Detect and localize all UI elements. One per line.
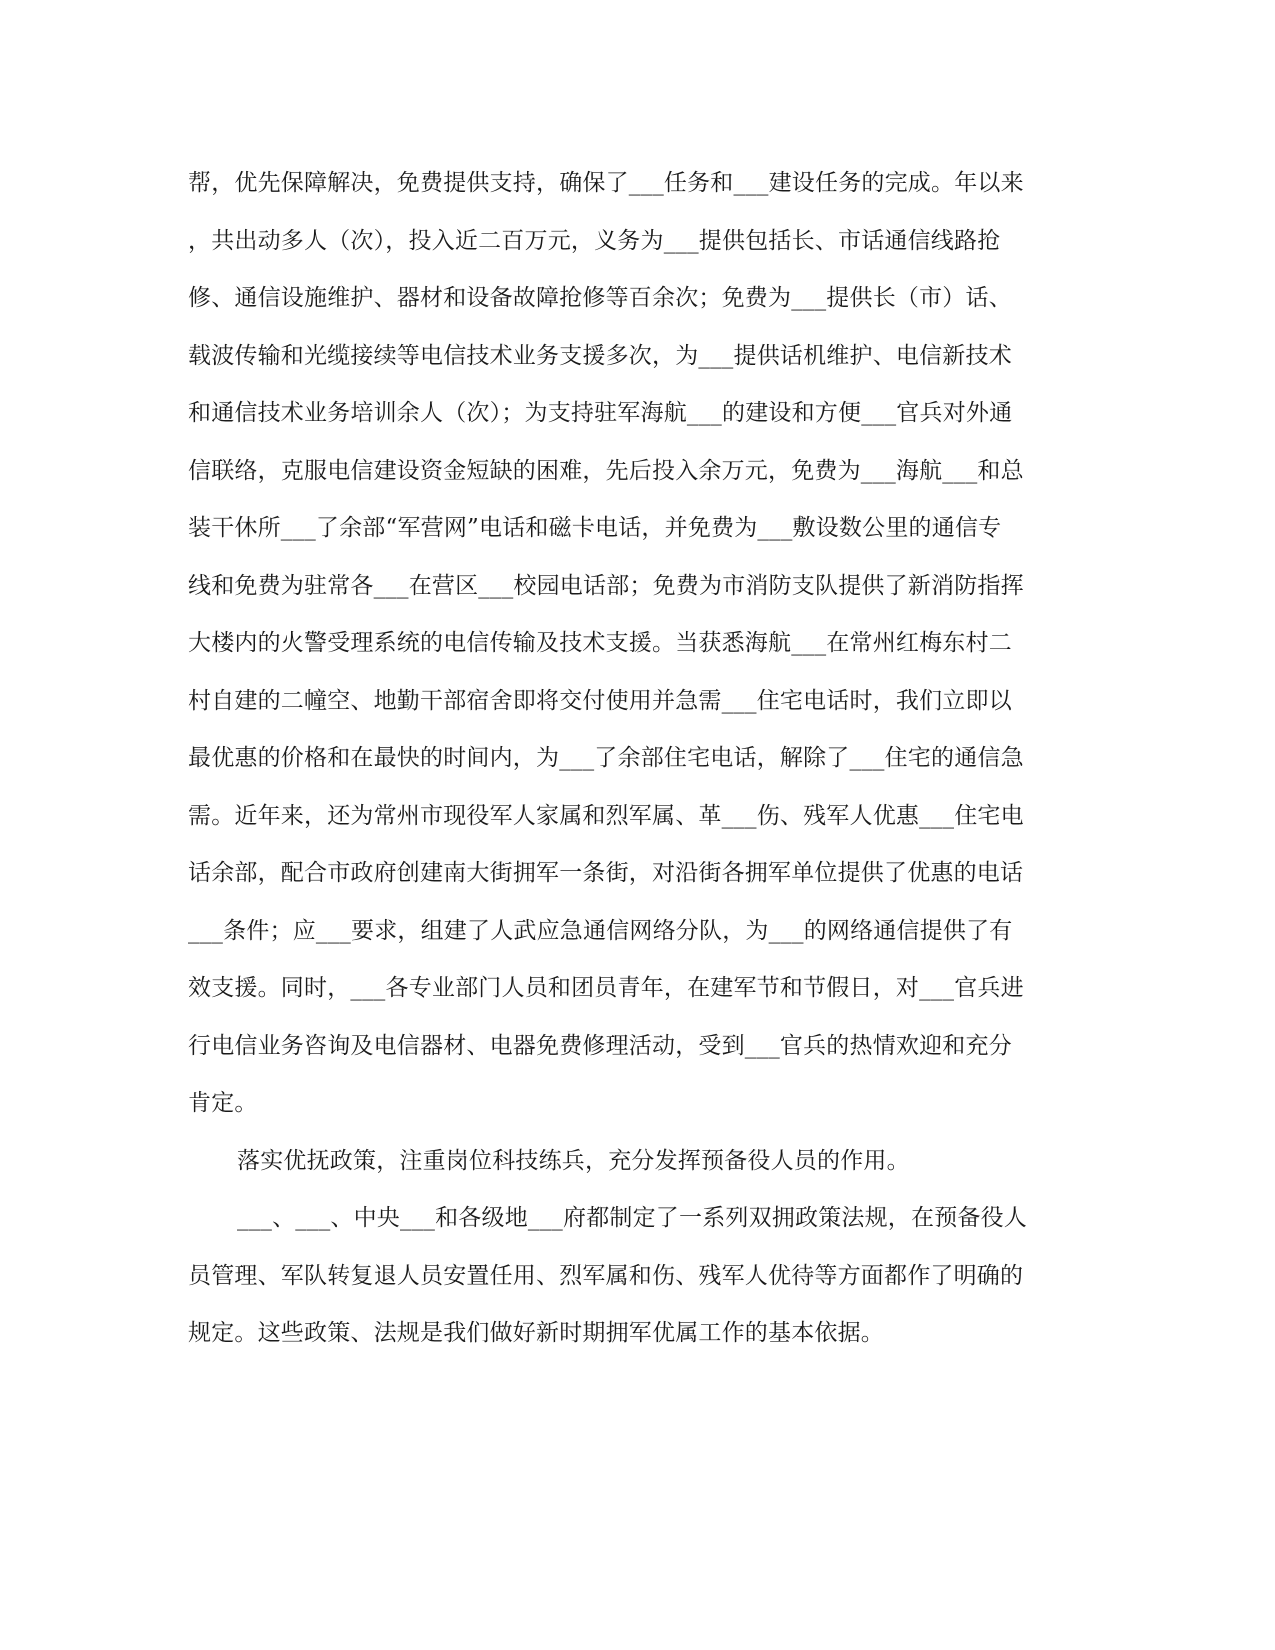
text-line: 修、通信设施维护、器材和设备故障抢修等百余次；免费为___提供长（市）话、: [188, 285, 1012, 311]
text-line: 需。近年来，还为常州市现役军人家属和烈军属、革___伤、残军人优惠___住宅电: [188, 803, 1024, 829]
text-line: ___条件；应___要求，组建了人武应急通信网络分队，为___的网络通信提供了有: [188, 918, 1013, 944]
text-line: 肯定。: [188, 1090, 258, 1116]
text-line: 效支援。同时，___各专业部门人员和团员青年，在建军节和节假日，对___官兵进: [188, 975, 1024, 1001]
text-line: ，共出动多人（次），投入近二百万元，义务为___提供包括长、市话通信线路抢: [188, 228, 1001, 254]
text-line: 帮，优先保障解决，免费提供支持，确保了___任务和___建设任务的完成。年以来: [188, 170, 1024, 196]
text-line: 和通信技术业务培训余人（次）；为支持驻军海航___的建设和方便___官兵对外通: [188, 400, 1013, 426]
text-line: 线和免费为驻常各___在营区___校园电话部；免费为市消防支队提供了新消防指挥: [188, 573, 1024, 599]
text-line: 信联络，克服电信建设资金短缺的困难，先后投入余万元，免费为___海航___和总: [188, 458, 1024, 484]
text-line: 最优惠的价格和在最快的时间内，为___了余部住宅电话，解除了___住宅的通信急: [188, 745, 1024, 771]
section-heading: 落实优抚政策，注重岗位科技练兵，充分发挥预备役人员的作用。: [237, 1148, 910, 1174]
text-line: 大楼内的火警受理系统的电信传输及技术支援。当获悉海航___在常州红梅东村二: [188, 630, 1012, 656]
text-line: 员管理、军队转复退人员安置任用、烈军属和伤、残军人优待等方面都作了明确的: [188, 1263, 1024, 1289]
text-line: 村自建的二幢空、地勤干部宿舍即将交付使用并急需___住宅电话时，我们立即以: [188, 688, 1012, 714]
text-line: 载波传输和光缆接续等电信技术业务支援多次，为___提供话机维护、电信新技术: [188, 343, 1012, 369]
text-line: ___、___、中央___和各级地___府都制定了一系列双拥政策法规，在预备役人: [237, 1205, 1027, 1231]
text-line: 话余部，配合市政府创建南大街拥军一条街，对沿街各拥军单位提供了优惠的电话: [188, 860, 1024, 886]
text-line: 装干休所___了余部“军营网”电话和磁卡电话，并免费为___敷设数公里的通信专: [188, 515, 1002, 541]
text-line: 行电信业务咨询及电信器材、电器免费修理活动，受到___官兵的热情欢迎和充分: [188, 1033, 1012, 1059]
text-line: 规定。这些政策、法规是我们做好新时期拥军优属工作的基本依据。: [188, 1320, 884, 1346]
